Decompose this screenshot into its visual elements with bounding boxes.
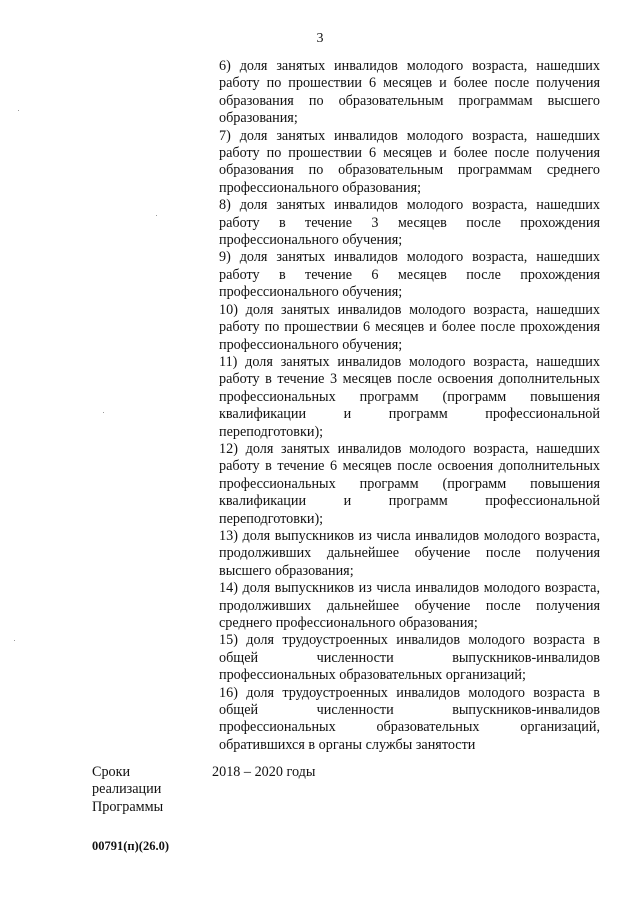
- list-item: 6) доля занятых инвалидов молодого возраста, нашедших работу по прошествии 6 месяцев и более после получения образования по образовательным программам высшего образования;: [219, 58, 600, 127]
- list-item: 15) доля трудоустроенных инвалидов молодого возраста в общей численности выпускников-инвалидов профессиональных образовательных организаций;: [219, 632, 600, 684]
- list-item: 9) доля занятых инвалидов молодого возраста, нашедших работу в течение 6 месяцев после прохождения профессионального обучения;: [219, 249, 600, 301]
- document-code: 00791(п)(26.0): [92, 839, 169, 853]
- list-item: 13) доля выпускников из числа инвалидов молодого возраста, продолживших дальнейшее обучение после получения высшего образования;: [219, 527, 600, 579]
- scan-speck: [18, 110, 19, 111]
- list-item: 11) доля занятых инвалидов молодого возраста, нашедших работу в течение 3 месяцев после освоения дополнительных профессиональных программ (программ повышения квалификации и программ профессиональной переподготовки);: [219, 353, 600, 440]
- page-number: 3: [316, 31, 324, 46]
- terms-label: Сроки реализации Программы: [92, 764, 164, 815]
- list-item: 7) доля занятых инвалидов молодого возраста, нашедших работу по прошествии 6 месяцев и более после получения образования по образовательным программам среднего профессионального образования;: [219, 127, 600, 196]
- terms-value: 2018 – 2020 годы: [212, 764, 316, 780]
- scan-speck: [103, 412, 104, 413]
- list-item: 14) доля выпускников из числа инвалидов молодого возраста, продолживших дальнейшее обучение после получения среднего профессионального образования;: [219, 580, 600, 631]
- scan-speck: [156, 215, 157, 216]
- list-item: 12) доля занятых инвалидов молодого возраста, нашедших работу в течение 6 месяцев после освоения дополнительных профессиональных программ (программ повышения квалификации и программ профессиональной переподготовки);: [219, 440, 600, 527]
- list-item: 10) доля занятых инвалидов молодого возраста, нашедших работу по прошествии 6 месяцев и более после прохождения профессионального обучения;: [219, 301, 600, 353]
- scan-speck: [14, 640, 15, 641]
- indicator-list: [219, 58, 600, 754]
- list-item: 16) доля трудоустроенных инвалидов молодого возраста в общей численности выпускников-инвалидов профессиональных образовательных организаций, обратившихся в органы службы занятости: [219, 684, 600, 753]
- list-item: 8) доля занятых инвалидов молодого возраста, нашедших работу в течение 3 месяцев после прохождения профессионального обучения;: [219, 197, 600, 249]
